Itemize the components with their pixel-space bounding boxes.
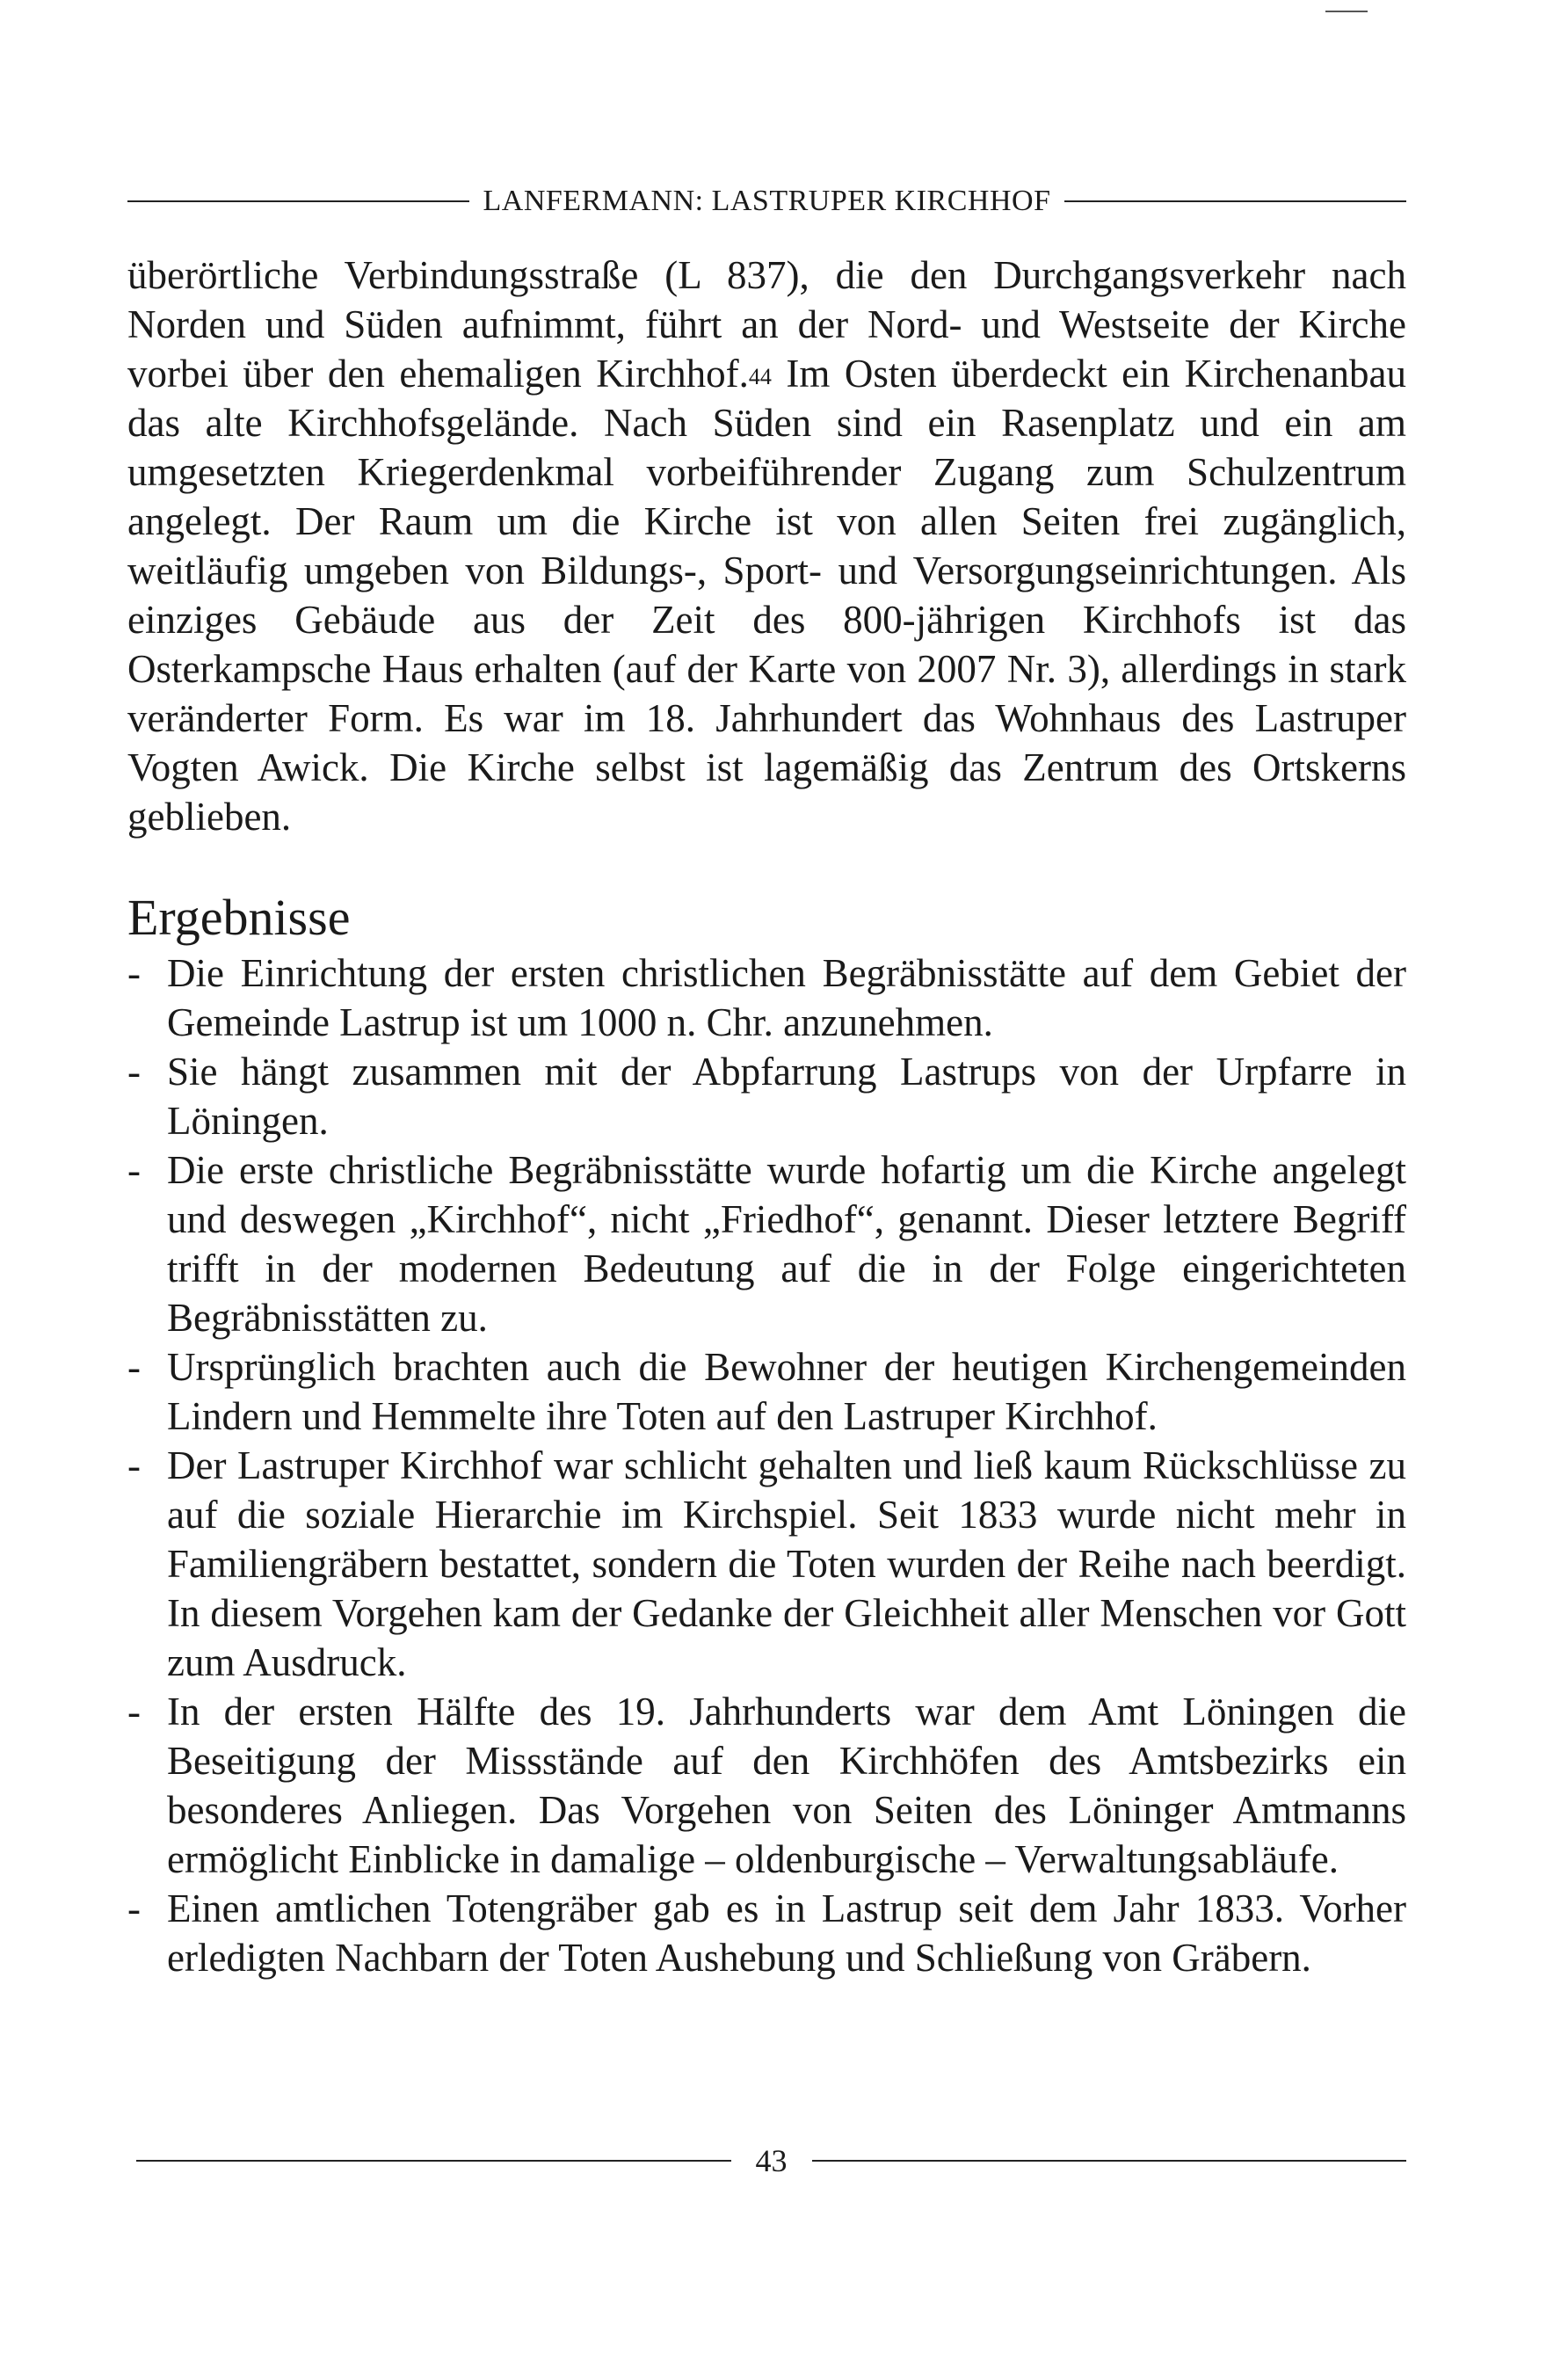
list-item-text: Sie hängt zusammen mit der Abpfarrung Lastrups von der Urpfarre in Löningen. (167, 1050, 1406, 1143)
footer-rule-right (812, 2160, 1407, 2162)
list-item (127, 1342, 1406, 1441)
intro-paragraph (127, 251, 1406, 841)
list-item (127, 949, 1406, 1047)
list-item-text: Einen amtlichen Totengräber gab es in Lastrup seit dem Jahr 1833. Vorher erledigten Nachbarn der Toten Aushebung und Schließung von Gräbern. (167, 1886, 1406, 1980)
list-dash: - (127, 951, 141, 995)
corner-mark (1325, 11, 1368, 12)
list-dash: - (127, 1050, 141, 1094)
list-item (127, 1145, 1406, 1342)
list-dash: - (127, 1690, 141, 1734)
list-dash: - (127, 1345, 141, 1389)
section-heading-results: Ergebnisse (127, 889, 351, 946)
footer-rule-left (136, 2160, 731, 2162)
paragraph-text-part-1: überörtliche Verbindungsstraße (L 837), die den Durchgangsverkehr nach Norden und Süden aufnimmt, führt an der Nord- und Westseite der Kirche vorbei über den ehemaligen Kirchhof. (127, 253, 1406, 396)
list-item-text: Die erste christliche Begräbnisstätte wurde hofartig um die Kirche angelegt und deswegen „Kirchhof“, nicht „Friedhof“, genannt. Dieser letztere Begriff trifft in der modernen Bedeutung auf die in der Folge eingerichteten Begräbnisstätten zu. (167, 1148, 1406, 1340)
page-number: 43 (755, 2143, 788, 2178)
running-title: LANFERMANN: LASTRUPER KIRCHHOF (483, 185, 1051, 217)
list-item (127, 1441, 1406, 1687)
list-item-text: Der Lastruper Kirchhof war schlicht gehalten und ließ kaum Rückschlüsse zu auf die soziale Hierarchie im Kirchspiel. Seit 1833 wurde nicht mehr in Familiengräbern bestattet, sondern die Toten wurden der Reihe nach beerdigt. In diesem Vorgehen kam der Gedanke der Gleichheit aller Menschen vor Gott zum Ausdruck. (167, 1443, 1406, 1684)
footnote-ref: 44 (748, 364, 772, 389)
list-item-text: In der ersten Hälfte des 19. Jahrhunderts war dem Amt Löningen die Beseitigung der Missstände auf den Kirchhöfen des Amtsbezirks ein besonderes Anliegen. Das Vorgehen von Seiten des Löninger Amtmanns ermöglicht Einblicke in damalige – oldenburgische – Verwaltungsabläufe. (167, 1690, 1406, 1881)
list-dash: - (127, 1886, 141, 1930)
results-list (127, 949, 1406, 1982)
list-item (127, 1687, 1406, 1884)
header-rule-right (1064, 200, 1406, 202)
paragraph-text-part-2: Im Osten überdeckt ein Kirchenanbau das alte Kirchhofsgelände. Nach Süden sind ein Rasenplatz und ein am umgesetzten Kriegerdenkmal vorbeiführender Zugang zum Schulzentrum angelegt. Der Raum um die Kirche ist von allen Seiten frei zugänglich, weitläufig umgeben von Bildungs-, Sport- und Versorgungseinrichtungen. Als einziges Gebäude aus der Zeit des 800-jährigen Kirchhofs ist das Osterkampsche Haus erhalten (auf der Karte von 2007 Nr. 3), allerdings in stark veränderter Form. Es war im 18. Jahrhundert das Wohnhaus des Lastruper Vogten Awick. Die Kirche selbst ist lagemäßig das Zentrum des Ortskerns geblieben. (127, 352, 1406, 839)
list-dash: - (127, 1148, 141, 1192)
list-dash: - (127, 1443, 141, 1487)
page-footer (136, 2136, 1406, 2185)
header-rule-left (127, 200, 469, 202)
list-item-text: Ursprünglich brachten auch die Bewohner der heutigen Kirchengemeinden Lindern und Hemmelte ihre Toten auf den Lastruper Kirchhof. (167, 1345, 1406, 1438)
running-header (127, 180, 1406, 222)
list-item-text: Die Einrichtung der ersten christlichen Begräbnisstätte auf dem Gebiet der Gemeinde Lastrup ist um 1000 n. Chr. anzunehmen. (167, 951, 1406, 1044)
list-item (127, 1047, 1406, 1145)
list-item (127, 1884, 1406, 1982)
body-text (127, 251, 1406, 1982)
